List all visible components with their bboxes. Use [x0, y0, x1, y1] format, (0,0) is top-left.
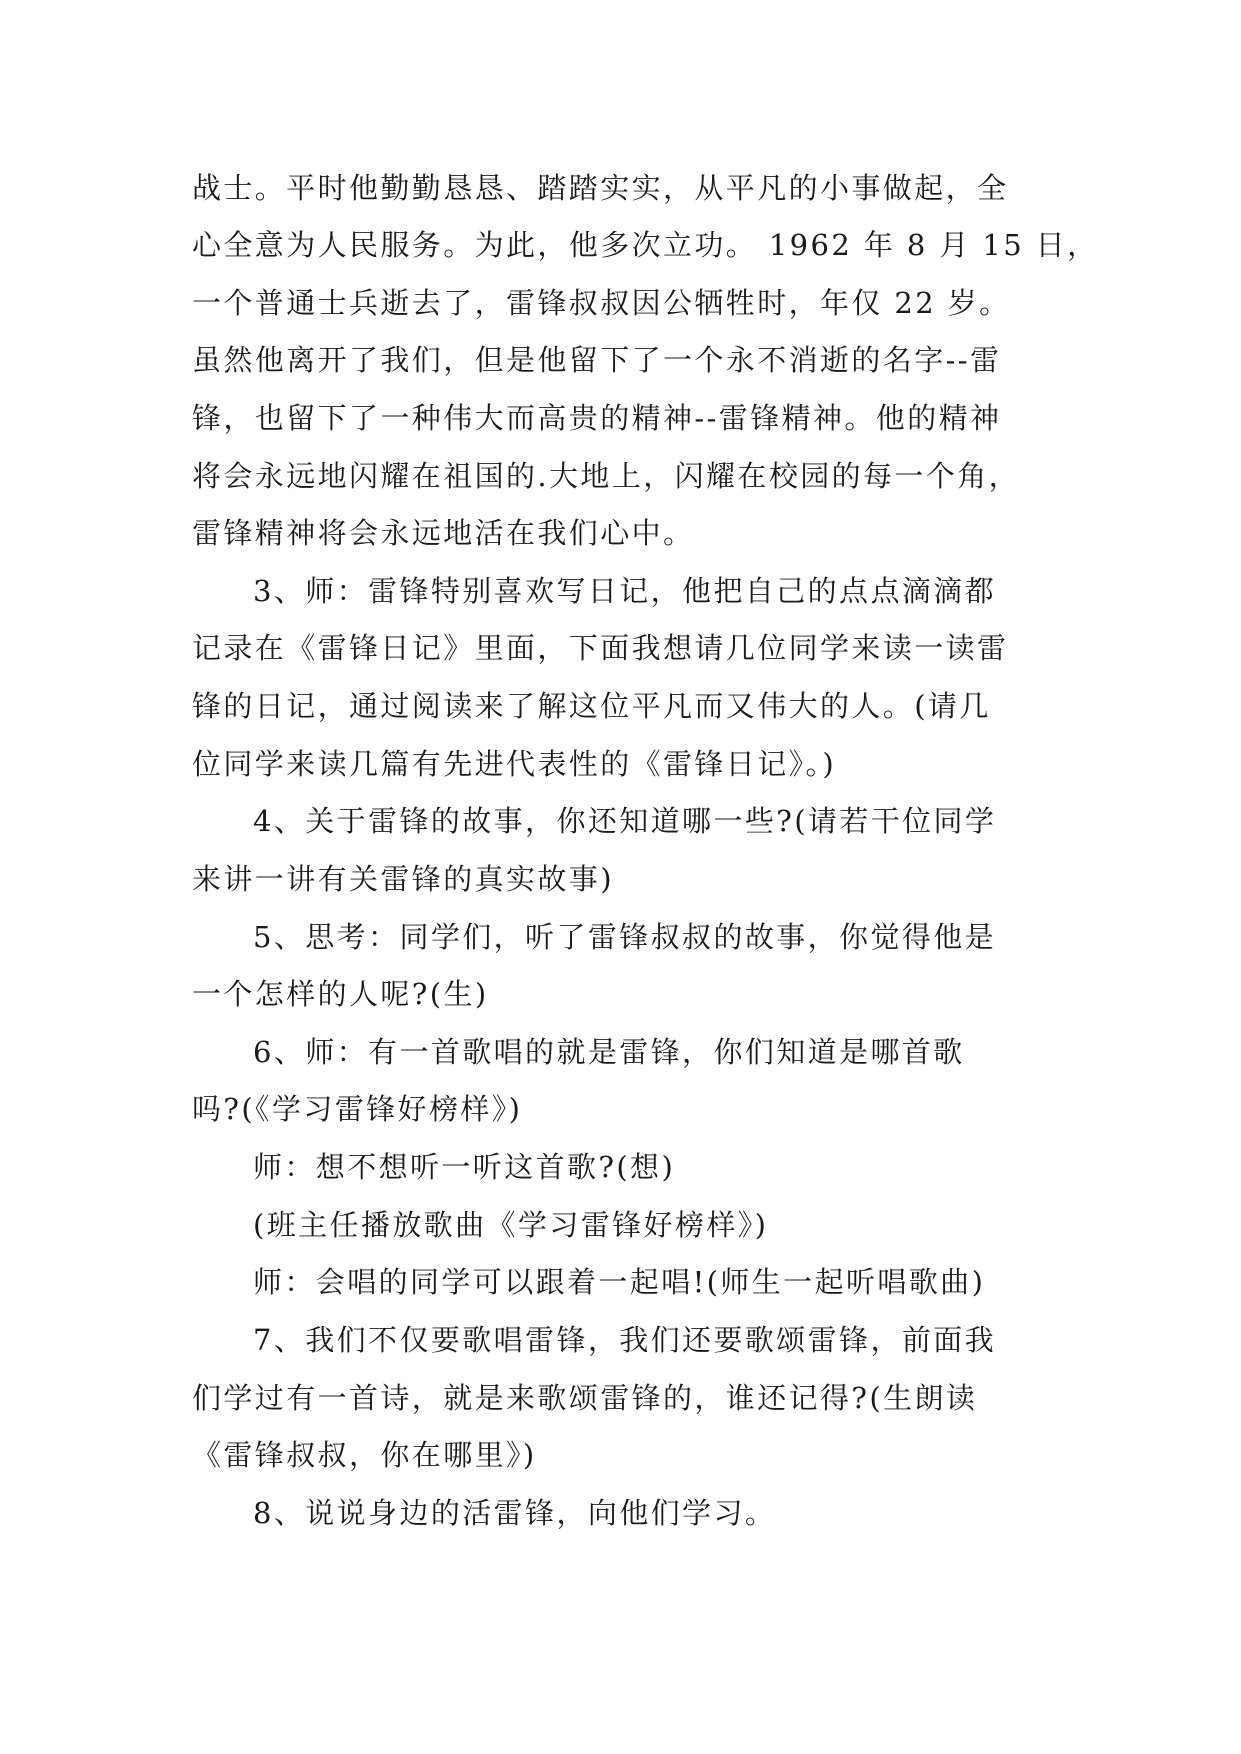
text-line: 来讲一讲有关雷锋的真实故事) — [192, 862, 614, 896]
text-line: 《雷锋叔叔，你在哪里》) — [192, 1438, 537, 1472]
text-line: 心全意为人民服务。为此，他多次立功。 1962 年 8 月 15 日， — [192, 228, 1099, 262]
text-line: 战士。平时他勤勤恳恳、踏踏实实，从平凡的小事做起，全 — [192, 171, 1009, 205]
text-line: 位同学来读几篇有先进代表性的《雷锋日记》。) — [192, 747, 837, 781]
text-line: 雷锋精神将会永远地活在我们心中。 — [192, 516, 695, 550]
text-line: 5、思考：同学们，听了雷锋叔叔的故事，你觉得他是 — [253, 920, 997, 954]
text-line: 师：会唱的同学可以跟着一起唱!(师生一起听唱歌曲) — [253, 1265, 986, 1299]
text-line: 6、师：有一首歌唱的就是雷锋，你们知道是哪首歌 — [253, 1035, 965, 1069]
text-line: 吗?(《学习雷锋好榜样》) — [192, 1092, 523, 1126]
text-line: 4、关于雷锋的故事，你还知道哪一些?(请若干位同学 — [253, 804, 997, 838]
text-line: 锋的日记，通过阅读来了解这位平凡而又伟大的人。(请几 — [192, 689, 991, 723]
text-line: 师：想不想听一听这首歌?(想) — [253, 1150, 676, 1184]
text-line: 虽然他离开了我们，但是他留下了一个永不消逝的名字--雷 — [192, 343, 1002, 377]
text-line: 将会永远地闪耀在祖国的.大地上，闪耀在校园的每一个角， — [192, 459, 1021, 493]
text-line: (班主任播放歌曲《学习雷锋好榜样》) — [253, 1208, 769, 1242]
text-line: 3、师：雷锋特别喜欢写日记，他把自己的点点滴滴都 — [253, 574, 997, 608]
text-line: 记录在《雷锋日记》里面，下面我想请几位同学来读一读雷 — [192, 631, 1009, 665]
text-line: 们学过有一首诗，就是来歌颂雷锋的，谁还记得?(生朗读 — [192, 1381, 978, 1415]
text-line: 一个怎样的人呢?(生) — [192, 977, 489, 1011]
text-line: 8、说说身边的活雷锋，向他们学习。 — [253, 1496, 777, 1530]
text-line: 一个普通士兵逝去了，雷锋叔叔因公牺牲时，年仅 22 岁。 — [192, 286, 1011, 320]
text-line: 7、我们不仅要歌唱雷锋，我们还要歌颂雷锋，前面我 — [253, 1323, 997, 1357]
text-line: 锋，也留下了一种伟大而高贵的精神--雷锋精神。他的精神 — [192, 401, 1002, 435]
